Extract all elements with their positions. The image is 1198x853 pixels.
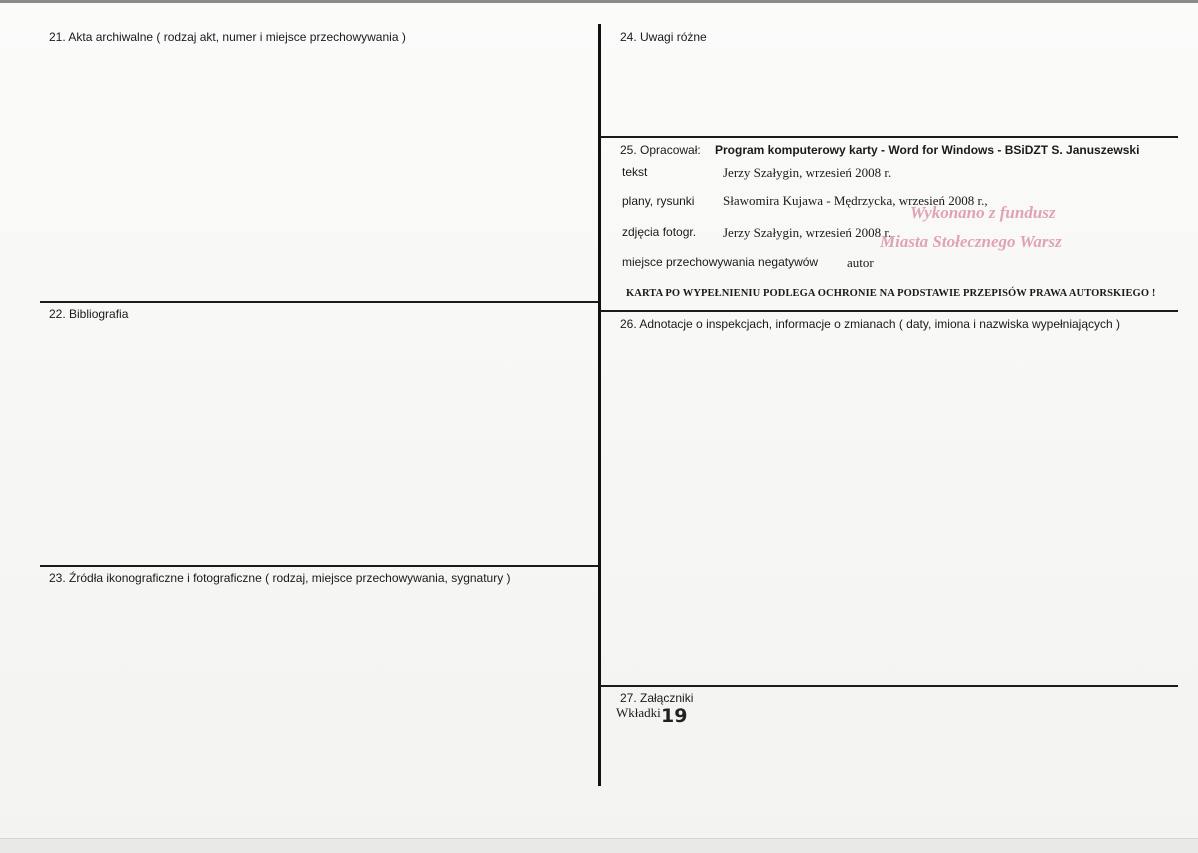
scan-bottom-edge bbox=[0, 838, 1198, 853]
divider-26-27 bbox=[600, 685, 1178, 687]
row-key-negatywy: miejsce przechowywania negatywów bbox=[622, 255, 819, 269]
row-value-negatywy: autor bbox=[847, 255, 874, 270]
funding-stamp-line2: Miasta Stołecznego Warsz bbox=[880, 232, 1062, 251]
divider-22-23 bbox=[40, 565, 598, 567]
inserts-label: Wkładki bbox=[616, 705, 661, 720]
divider-25-26 bbox=[600, 310, 1178, 312]
center-divider bbox=[598, 24, 601, 786]
section-21-label: 21. Akta archiwalne ( rodzaj akt, numer i miejsce przechowywania ) bbox=[49, 30, 406, 44]
row-key-plany: plany, rysunki bbox=[622, 194, 695, 208]
section-22-label: 22. Bibliografia bbox=[49, 307, 129, 321]
row-value-plany: Sławomira Kujawa - Mędrzycka, wrzesień 2008 r., bbox=[723, 193, 988, 208]
row-key-tekst: tekst bbox=[622, 165, 648, 179]
divider-21-22 bbox=[40, 301, 598, 303]
row-value-zdjecia: Jerzy Szałygin, wrzesień 2008 r. bbox=[723, 225, 892, 240]
row-value-tekst: Jerzy Szałygin, wrzesień 2008 r. bbox=[723, 165, 892, 180]
inserts-count: 19 bbox=[661, 705, 688, 727]
section-23-label: 23. Źródła ikonograficzne i fotograficzne ( rodzaj, miejsce przechowywania, sygnatury ) bbox=[49, 571, 511, 585]
section-25-label: 25. Opracował: bbox=[620, 143, 701, 157]
divider-24-25 bbox=[600, 136, 1178, 138]
row-key-zdjecia: zdjęcia fotogr. bbox=[622, 225, 697, 239]
section-26-label: 26. Adnotacje o inspekcjach, informacje o zmianach ( daty, imiona i nazwiska wypełniających ) bbox=[620, 317, 1121, 331]
section-27-label: 27. Załączniki bbox=[620, 691, 694, 705]
section-24-label: 24. Uwagi różne bbox=[620, 30, 707, 44]
section-25-program: Program komputerowy karty - Word for Windows - BSiDZT S. Januszewski bbox=[715, 143, 1140, 157]
funding-stamp-line1: Wykonano z fundusz bbox=[910, 203, 1056, 222]
scan-top-edge bbox=[0, 0, 1198, 3]
copyright-notice: KARTA PO WYPEŁNIENIU PODLEGA OCHRONIE NA PODSTAWIE PRZEPISÓW PRAWA AUTORSKIEGO ! bbox=[626, 288, 1156, 299]
